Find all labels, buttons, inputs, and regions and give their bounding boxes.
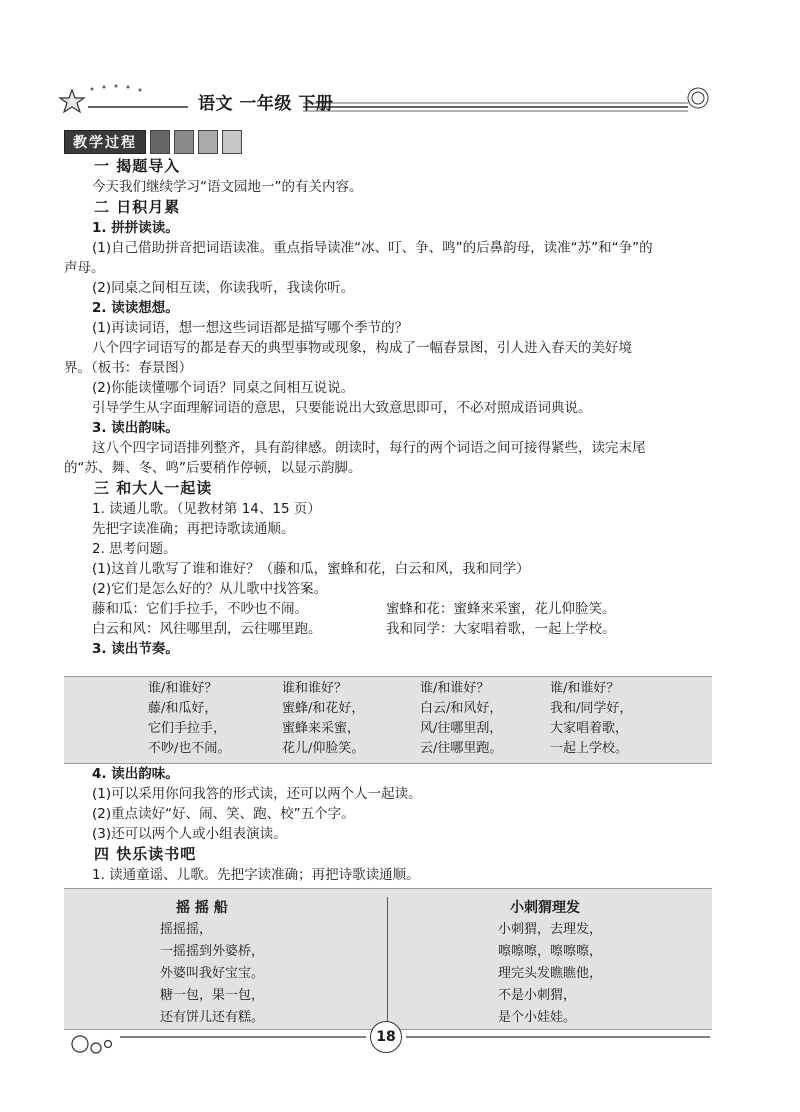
poem-line: 嚓嚓嚓，嚓嚓嚓，: [498, 944, 603, 959]
subheading: 1. 读通儿歌。（见教材第 14、15 页）: [92, 501, 321, 517]
paragraph: 界。（板书：春景图）: [64, 360, 193, 376]
header-decoration: [58, 76, 718, 116]
poem-line: 白云/和风好，: [420, 701, 503, 716]
poem-line: 谁/和谁好？: [550, 681, 620, 696]
paragraph: (1)自己借助拼音把词语读准。重点指导读准“冰、叮、争、鸣”的后鼻韵母，读准“苏”和“争”的: [92, 240, 653, 256]
subheading: 1. 读通童谣、儿歌。先把字读准确；再把诗歌读通顺。: [92, 867, 420, 883]
paragraph: (2)它们是怎么好的？从儿歌中找答案。: [92, 581, 328, 597]
paragraph: 这八个四字词语排列整齐，具有韵律感。朗读时，每行的两个词语之间可接得紧些，读完末尾: [92, 440, 646, 456]
heading-happy-reading: 四 快乐读书吧: [94, 845, 197, 863]
rhythm-poem-column: [550, 679, 632, 759]
poem-title: 小刺猬理发: [510, 900, 580, 916]
poem-line: 蜜蜂/和花好，: [282, 701, 365, 716]
answer-text: 藤和瓜：它们手拉手，不吵也不闹。: [92, 601, 308, 617]
paragraph: (2)同桌之间相互读，你读我听，我读你听。: [92, 280, 355, 296]
lesson-content: [64, 156, 724, 659]
poem-line: 外婆叫我好宝宝。: [160, 966, 265, 981]
paragraph: 今天我们继续学习“语文园地一”的有关内容。: [92, 179, 363, 195]
rhythm-poem-box: [64, 676, 712, 764]
subheading: 4. 读出韵味。: [92, 766, 179, 782]
banner-block: [198, 130, 218, 154]
heading-accumulate: 二 日积月累: [94, 198, 181, 216]
header-title: 语文 一年级 下册: [198, 94, 334, 114]
poem-line: 糖一包，果一包，: [160, 988, 265, 1003]
subheading: 3. 读出韵味。: [92, 420, 179, 436]
lesson-content-continued: [64, 764, 724, 885]
answer-row: [64, 619, 724, 639]
paragraph: (1)再读词语，想一想这些词语都是描写哪个季节的？: [92, 320, 409, 336]
poem-line: 风/往哪里刮，: [420, 721, 503, 736]
subheading: 1. 拼拼读读。: [92, 220, 179, 236]
paragraph: 声母。: [64, 260, 105, 276]
banner-block: [222, 130, 242, 154]
answer-row: [64, 599, 724, 619]
paragraph: (2)重点读好“好、闹、笑、跑、校”五个字。: [92, 806, 355, 822]
poem-line: 理完头发瞧瞧他，: [498, 966, 603, 981]
banner-block: [150, 130, 170, 154]
poem-line: 一起上学校。: [550, 741, 629, 756]
paragraph: (1)可以采用你问我答的形式读，还可以两个人一起读。: [92, 786, 422, 802]
poem-title: 摇 摇 船: [176, 900, 228, 916]
section-banner: [64, 130, 242, 154]
poem-divider: [387, 897, 388, 1025]
poems-box: [64, 888, 712, 1030]
poem-line: 不是小刺猬，: [498, 988, 577, 1003]
poem-line: 是个小娃娃。: [498, 1010, 577, 1025]
poem-line: 蜜蜂来采蜜，: [282, 721, 361, 736]
poem-line: 大家唱着歌，: [550, 721, 629, 736]
answer-text: 蜜蜂和花：蜜蜂来采蜜，花儿仰脸笑。: [386, 601, 616, 617]
paragraph: (3)还可以两个人或小组表演读。: [92, 826, 287, 842]
rhythm-poem-column: [148, 679, 230, 759]
poem-line: 藤/和瓜好，: [148, 701, 218, 716]
poem-line: 谁和谁好？: [282, 681, 348, 696]
poem-line: 它们手拉手，: [148, 721, 227, 736]
poem-hedgehog-haircut: [498, 897, 602, 1029]
subheading: 2. 思考问题。: [92, 541, 177, 557]
poem-line: 云/往哪里跑。: [420, 741, 503, 756]
poem-line: 一摇摇到外婆桥，: [160, 944, 265, 959]
poem-line: 不吵/也不闹。: [148, 741, 231, 756]
answer-text: 我和同学：大家唱着歌，一起上学校。: [386, 621, 616, 637]
poem-line: 谁/和谁好？: [420, 681, 490, 696]
rhythm-poem-column: [282, 679, 364, 759]
page-header: [58, 76, 718, 116]
banner-block: [174, 130, 194, 154]
page-number: 18: [370, 1021, 402, 1053]
poem-yao-yao-chuan: [160, 897, 264, 1029]
section-banner-label: 教学过程: [64, 130, 146, 154]
poem-line: 谁/和谁好？: [148, 681, 218, 696]
paragraph: 引导学生从字面理解词语的意思，只要能说出大致意思即可，不必对照成语词典说。: [92, 400, 592, 416]
heading-read-with-adults: 三 和大人一起读: [94, 479, 213, 497]
heading-intro: 一 揭题导入: [94, 157, 181, 175]
poem-line: 还有饼儿还有糕。: [160, 1010, 265, 1025]
rhythm-poem-column: [420, 679, 502, 759]
paragraph: 的“苏、舞、冬、鸣”后要稍作停顿，以显示韵脚。: [64, 460, 362, 476]
poem-line: 小刺猬，去理发，: [498, 922, 603, 937]
subheading: 2. 读读想想。: [92, 300, 179, 316]
paragraph: 先把字读准确；再把诗歌读通顺。: [92, 521, 295, 537]
poem-line: 我和/同学好，: [550, 701, 633, 716]
paragraph: (1)这首儿歌写了谁和谁好？（藤和瓜，蜜蜂和花，白云和风，我和同学）: [92, 561, 530, 577]
paragraph: (2)你能读懂哪个词语？同桌之间相互说说。: [92, 380, 355, 396]
paragraph: 八个四字词语写的都是春天的典型事物或现象，构成了一幅春景图，引人进入春天的美好境: [92, 340, 632, 356]
page-footer: [60, 1018, 720, 1068]
poem-line: 摇摇摇，: [160, 922, 213, 937]
subheading: 3. 读出节奏。: [92, 641, 179, 657]
poem-line: 花儿/仰脸笑。: [282, 741, 365, 756]
answer-text: 白云和风：风往哪里刮，云往哪里跑。: [92, 621, 322, 637]
